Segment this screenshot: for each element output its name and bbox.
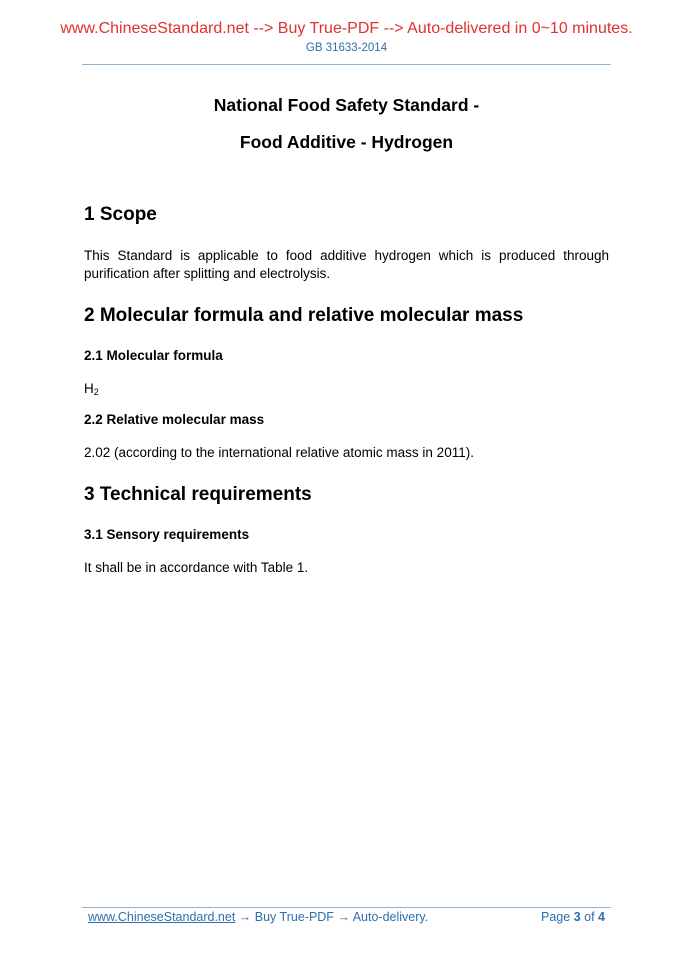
footer-text: → Buy True-PDF → Auto-delivery. [235, 910, 429, 924]
section-3-1-heading: 3.1 Sensory requirements [84, 527, 250, 542]
section-2-2-heading: 2.2 Relative molecular mass [84, 412, 265, 427]
section-1-text: This Standard is applicable to food additive hydrogen which is produced through purification after splitting and electrolysis. [84, 248, 609, 281]
formula-base: H [84, 381, 94, 396]
document-number: GB 31633-2014 [305, 42, 388, 54]
section-2-2-text: 2.02 (according to the international relative atomic mass in 2011). [84, 445, 474, 460]
page-total: 4 [598, 910, 605, 924]
document-title-line1: National Food Safety Standard - [213, 95, 480, 115]
section-2-1-heading: 2.1 Molecular formula [84, 348, 223, 363]
page-indicator [541, 910, 605, 924]
footer-divider [82, 907, 611, 908]
page-current: 3 [573, 910, 581, 924]
molecular-formula [84, 380, 609, 401]
section-2-heading: 2 Molecular formula and relative molecular mass [84, 305, 524, 326]
document-title-line2: Food Additive - Hydrogen [239, 132, 454, 152]
formula-subscript: 2 [93, 387, 99, 397]
header-banner[interactable]: www.ChineseStandard.net --> Buy True-PDF --> Auto-delivered in 0~10 minutes. [60, 20, 633, 37]
footer-left [88, 910, 428, 924]
section-3-1-text: It shall be in accordance with Table 1. [84, 560, 309, 575]
section-3-heading: 3 Technical requirements [84, 484, 312, 505]
footer-link[interactable]: www.ChineseStandard.net [88, 910, 236, 924]
section-1-heading: 1 Scope [84, 204, 157, 225]
page-of: of [584, 910, 595, 924]
header-divider [82, 64, 611, 65]
page-label: Page [541, 910, 571, 924]
